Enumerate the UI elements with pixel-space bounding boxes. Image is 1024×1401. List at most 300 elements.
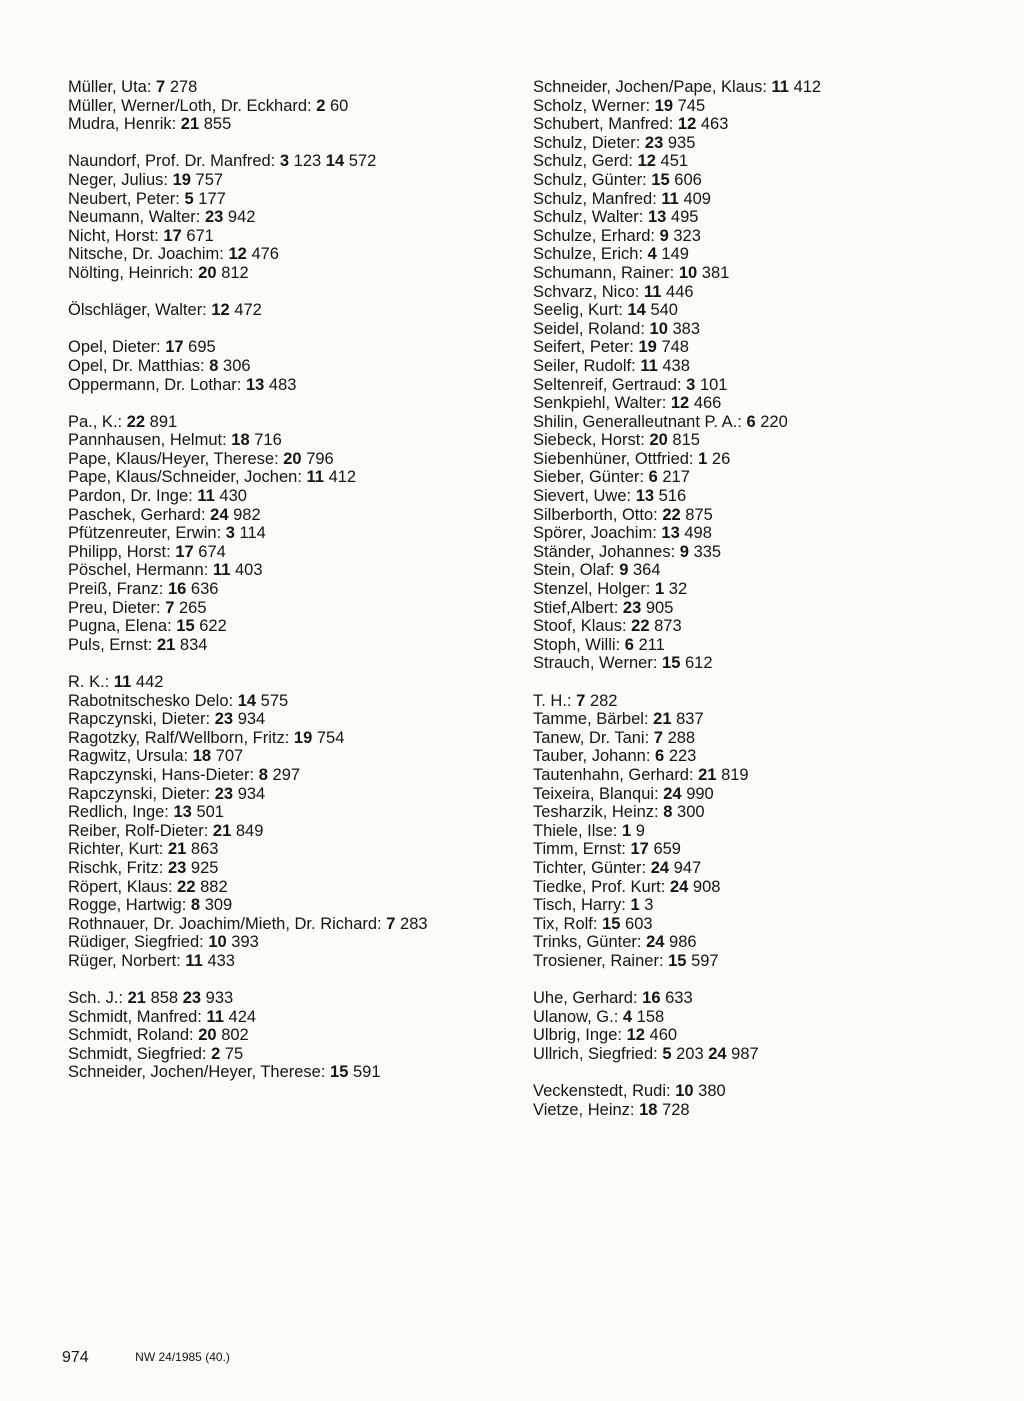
entry-name: T. H.: — [533, 691, 572, 710]
entry-name: Naundorf, Prof. Dr. Manfred: — [68, 152, 276, 171]
index-entry — [533, 357, 953, 376]
index-entry — [533, 692, 953, 711]
index-entry — [533, 431, 953, 450]
issue-number: 4 — [647, 245, 657, 264]
index-entry — [68, 301, 508, 320]
issue-number: 24 — [669, 877, 689, 896]
page-ref: 438 — [662, 356, 690, 375]
index-entry — [533, 320, 953, 339]
entry-name: Ölschläger, Walter: — [68, 301, 207, 320]
entry-name: Schmidt, Roland: — [68, 1026, 194, 1045]
entry-name: Ullrich, Siegfried: — [533, 1044, 658, 1063]
index-entry — [68, 617, 508, 636]
entry-name: Seifert, Peter: — [533, 338, 634, 357]
page-ref: 636 — [190, 580, 219, 599]
entry-name: Schulze, Erhard: — [533, 226, 655, 245]
issue-number: 15 — [662, 654, 681, 673]
index-letter-group — [533, 1082, 953, 1119]
entry-name: Teixeira, Blanqui: — [533, 784, 659, 803]
entry-name: Sievert, Uwe: — [533, 487, 632, 506]
entry-name: Ragwitz, Ursula: — [68, 747, 189, 766]
page-ref: 947 — [673, 858, 702, 877]
entry-name: Nölting, Heinrich: — [68, 263, 194, 282]
page-ref: 875 — [685, 505, 713, 524]
entry-name: Preu, Dieter: — [68, 598, 161, 617]
index-entry — [533, 561, 953, 580]
issue-number: 21 — [156, 635, 176, 654]
index-letter-group — [68, 338, 508, 394]
entry-name: Siebeck, Horst: — [533, 431, 645, 450]
issue-number: 19 — [638, 338, 657, 357]
publication-reference: NW 24/1985 (40.) — [135, 1350, 230, 1364]
index-entry — [533, 543, 953, 562]
index-entry — [68, 413, 508, 432]
issue-number: 11 — [206, 1007, 224, 1026]
entry-name: Schvarz, Nico: — [533, 282, 640, 301]
entry-name: Veckenstedt, Rudi: — [533, 1082, 671, 1101]
page-ref: 612 — [684, 654, 713, 673]
entry-name: Pfützenreuter, Erwin: — [68, 524, 222, 543]
entry-name: Neumann, Walter: — [68, 208, 201, 227]
index-entry — [68, 729, 508, 748]
page-ref: 603 — [625, 914, 653, 933]
page-ref: 819 — [721, 765, 749, 784]
issue-number: 5 — [662, 1044, 672, 1063]
index-entry — [533, 822, 953, 841]
page-ref: 26 — [711, 449, 731, 468]
issue-number: 7 — [386, 914, 396, 933]
entry-name: Tiedke, Prof. Kurt: — [533, 877, 666, 896]
index-entry — [68, 933, 508, 952]
issue-number: 15 — [668, 951, 687, 970]
page-ref: 659 — [653, 840, 681, 859]
page-ref: 278 — [169, 78, 198, 96]
entry-name: Schulz, Dieter: — [533, 133, 641, 152]
page-ref: 283 — [400, 914, 428, 933]
index-entry — [68, 376, 508, 395]
index-entry — [68, 431, 508, 450]
index-entry — [533, 227, 953, 246]
issue-number: 12 — [637, 152, 656, 171]
issue-number: 19 — [172, 170, 191, 189]
issue-number: 14 — [237, 691, 257, 710]
index-entry — [533, 394, 953, 413]
page-ref: 745 — [677, 96, 706, 115]
index-entry — [533, 1082, 953, 1101]
index-entry — [533, 580, 953, 599]
index-letter-group — [68, 78, 508, 134]
entry-name: R. K.: — [68, 673, 110, 691]
index-entry — [68, 599, 508, 618]
index-entry — [533, 78, 953, 97]
issue-number: 6 — [624, 635, 634, 654]
issue-number: 3 — [686, 375, 696, 394]
page-ref: 158 — [636, 1007, 665, 1026]
entry-name: Strauch, Werner: — [533, 654, 658, 673]
index-entry — [533, 1045, 953, 1064]
issue-number: 7 — [653, 728, 663, 747]
entry-name: Oppermann, Dr. Lothar: — [68, 375, 242, 394]
issue-number: 23 — [644, 133, 664, 152]
index-entry — [533, 915, 953, 934]
issue-number: 16 — [167, 580, 187, 599]
entry-name: Schumann, Rainer: — [533, 263, 675, 282]
index-entry — [533, 989, 953, 1008]
entry-name: Mudra, Henrik: — [68, 115, 177, 134]
entry-name: Rapczynski, Dieter: — [68, 784, 211, 803]
index-entry — [533, 747, 953, 766]
entry-name: Tix, Rolf: — [533, 914, 598, 933]
entry-name: Timm, Ernst: — [533, 840, 626, 859]
entry-name: Uhe, Gerhard: — [533, 989, 638, 1008]
issue-number: 21 — [180, 115, 200, 134]
entry-name: Ulanow, G.: — [533, 1007, 619, 1026]
issue-number: 7 — [156, 78, 166, 96]
page-ref: 707 — [215, 747, 244, 766]
issue-number: 21 — [653, 710, 672, 729]
issue-number: 9 — [659, 226, 669, 245]
entry-name: Spörer, Joachim: — [533, 524, 657, 543]
page-ref: 451 — [660, 152, 689, 171]
index-letter-group — [68, 989, 508, 1082]
page-ref: 323 — [673, 226, 701, 245]
issue-number: 10 — [678, 263, 698, 282]
issue-number: 12 — [228, 245, 247, 264]
issue-number: 9 — [679, 542, 689, 561]
issue-number: 13 — [635, 487, 655, 506]
entry-name: Ständer, Johannes: — [533, 542, 676, 561]
page-ref: 882 — [200, 877, 228, 896]
entry-name: Pa., K.: — [68, 412, 123, 431]
index-entry — [68, 1008, 508, 1027]
index-entry — [68, 952, 508, 971]
index-entry — [533, 933, 953, 952]
issue-number: 23 — [204, 208, 224, 227]
page-ref: 288 — [667, 728, 696, 747]
index-entry — [68, 822, 508, 841]
page-ref: 986 — [669, 933, 697, 952]
entry-name: Preiß, Franz: — [68, 580, 164, 599]
entry-name: Rüdiger, Siegfried: — [68, 933, 204, 952]
entry-name: Müller, Uta: — [68, 78, 152, 96]
entry-name: Schmidt, Manfred: — [68, 1007, 202, 1026]
issue-number: 15 — [330, 1063, 349, 1082]
page-ref: 754 — [316, 728, 345, 747]
index-entry — [533, 1026, 953, 1045]
issue-number: 9 — [619, 561, 629, 580]
issue-number: 1 — [698, 449, 708, 468]
index-entry — [533, 468, 953, 487]
entry-name: Trinks, Günter: — [533, 933, 642, 952]
page-ref: 748 — [661, 338, 689, 357]
page-ref: 282 — [589, 691, 618, 710]
index-letter-group — [533, 78, 953, 673]
entry-name: Tisch, Harry: — [533, 896, 626, 915]
index-entry — [533, 134, 953, 153]
page-ref: 834 — [179, 635, 208, 654]
issue-number: 11 — [640, 356, 658, 375]
entry-name: Pape, Klaus/Schneider, Jochen: — [68, 468, 302, 487]
issue-number: 11 — [643, 282, 662, 301]
entry-name: Stein, Olaf: — [533, 561, 615, 580]
page-ref: 606 — [674, 170, 702, 189]
page-ref: 446 — [666, 282, 694, 301]
issue-number: 8 — [209, 356, 219, 375]
issue-number: 23 — [167, 858, 187, 877]
entry-name: Nicht, Horst: — [68, 226, 159, 245]
page-ref: 925 — [190, 858, 219, 877]
issue-number: 11 — [306, 468, 324, 487]
issue-number: 19 — [654, 96, 674, 115]
page-ref: 849 — [235, 821, 264, 840]
issue-number: 5 — [184, 189, 194, 208]
issue-number: 13 — [647, 208, 667, 227]
entry-name: Vietze, Heinz: — [533, 1100, 635, 1119]
entry-name: Schulz, Günter: — [533, 170, 647, 189]
page-ref: 472 — [234, 301, 262, 320]
page-ref: 905 — [645, 598, 674, 617]
index-letter-group — [533, 989, 953, 1063]
page-footer — [62, 1349, 230, 1367]
index-entry — [533, 152, 953, 171]
page-ref: 412 — [793, 78, 822, 96]
issue-number: 12 — [670, 394, 690, 413]
page-ref: 177 — [198, 189, 226, 208]
index-entry — [68, 506, 508, 525]
index-entry — [68, 915, 508, 934]
issue-number: 18 — [231, 431, 250, 450]
issue-number: 22 — [126, 412, 146, 431]
page-ref: 380 — [698, 1082, 726, 1101]
index-entry — [533, 878, 953, 897]
entry-name: Pöschel, Hermann: — [68, 561, 209, 580]
index-entry — [68, 878, 508, 897]
page-ref: 149 — [661, 245, 689, 264]
entry-name: Opel, Dr. Matthias: — [68, 356, 205, 375]
index-entry — [68, 859, 508, 878]
entry-name: Rothnauer, Dr. Joachim/Mieth, Dr. Richard: — [68, 914, 382, 933]
issue-number: 15 — [602, 914, 621, 933]
issue-number: 20 — [198, 263, 217, 282]
entry-name: Shilin, Generalleutnant P. A.: — [533, 412, 742, 431]
page-ref: 217 — [662, 468, 690, 487]
entry-name: Müller, Werner/Loth, Dr. Eckhard: — [68, 96, 312, 115]
issue-number: 22 — [177, 877, 196, 896]
entry-name: Neubert, Peter: — [68, 189, 180, 208]
page-ref: 364 — [633, 561, 661, 580]
index-entry — [68, 190, 508, 209]
entry-name: Siebenhüner, Ottfried: — [533, 449, 694, 468]
issue-number: 12 — [677, 115, 697, 134]
index-entry — [533, 710, 953, 729]
page-ref: 716 — [254, 431, 282, 450]
issue-number: 24 — [650, 858, 670, 877]
page-ref: 855 — [203, 115, 232, 134]
issue-number: 11 — [661, 189, 679, 208]
issue-number: 12 — [626, 1026, 645, 1045]
page-ref: 695 — [188, 338, 216, 357]
page-ref: 858 — [150, 989, 179, 1008]
entry-name: Röpert, Klaus: — [68, 877, 173, 896]
index-entry — [68, 1063, 508, 1082]
page-ref: 393 — [231, 933, 259, 952]
issue-number: 8 — [258, 765, 268, 784]
index-entry — [68, 1026, 508, 1045]
page-ref: 101 — [699, 375, 728, 394]
index-entry — [533, 859, 953, 878]
entry-name: Pugna, Elena: — [68, 617, 172, 636]
entry-name: Schmidt, Siegfried: — [68, 1044, 207, 1063]
issue-number: 17 — [163, 226, 182, 245]
index-entry — [68, 710, 508, 729]
index-entry — [533, 450, 953, 469]
page-ref: 891 — [149, 412, 178, 431]
index-entry — [68, 171, 508, 190]
page-ref: 265 — [179, 598, 207, 617]
page-ref: 3 — [644, 896, 654, 915]
index-entry — [533, 338, 953, 357]
page-ref: 622 — [199, 617, 227, 636]
entry-name: Pape, Klaus/Heyer, Therese: — [68, 449, 279, 468]
page-ref: 60 — [330, 96, 349, 115]
page-ref: 863 — [190, 840, 219, 859]
page-ref: 335 — [693, 542, 722, 561]
index-entry — [533, 729, 953, 748]
issue-number: 11 — [771, 78, 789, 96]
issue-number: 19 — [293, 728, 313, 747]
issue-number: 8 — [190, 896, 201, 915]
index-entry — [533, 1101, 953, 1120]
page-ref: 575 — [260, 691, 289, 710]
page-ref: 942 — [227, 208, 256, 227]
entry-name: Schulz, Walter: — [533, 208, 644, 227]
page-ref: 728 — [662, 1100, 690, 1119]
index-entry — [68, 840, 508, 859]
page-ref: 633 — [665, 989, 693, 1008]
entry-name: Schulz, Gerd: — [533, 152, 633, 171]
issue-number: 10 — [649, 319, 668, 338]
index-entry — [533, 376, 953, 395]
index-entry — [533, 952, 953, 971]
issue-number: 22 — [631, 617, 650, 636]
entry-name: Puls, Ernst: — [68, 635, 153, 654]
issue-number: 24 — [210, 505, 229, 524]
page-ref: 412 — [328, 468, 357, 487]
page-ref: 990 — [686, 784, 714, 803]
entry-name: Seiler, Rudolf: — [533, 356, 636, 375]
entry-name: Stenzel, Holger: — [533, 580, 651, 599]
page-ref: 572 — [348, 152, 377, 171]
page-ref: 483 — [268, 375, 297, 394]
index-entry — [68, 115, 508, 134]
index-entry — [68, 1045, 508, 1064]
page-ref: 540 — [650, 301, 678, 320]
page-ref: 935 — [667, 133, 696, 152]
page-ref: 466 — [693, 394, 722, 413]
page-ref: 908 — [692, 877, 721, 896]
issue-number: 18 — [192, 747, 212, 766]
index-column-left — [68, 78, 508, 1101]
issue-number: 6 — [655, 747, 665, 766]
issue-number: 11 — [212, 561, 231, 580]
issue-number: 7 — [165, 598, 175, 617]
issue-number: 3 — [279, 152, 290, 171]
entry-name: Trosiener, Rainer: — [533, 951, 664, 970]
issue-number: 16 — [642, 989, 661, 1008]
page-ref: 498 — [684, 524, 712, 543]
index-entry — [533, 636, 953, 655]
entry-name: Pardon, Dr. Inge: — [68, 487, 193, 506]
index-entry — [533, 524, 953, 543]
entry-name: Reiber, Rolf-Dieter: — [68, 821, 209, 840]
issue-number: 23 — [214, 784, 234, 803]
entry-name: Schulze, Erich: — [533, 245, 644, 264]
page-ref: 430 — [219, 487, 247, 506]
page-ref: 495 — [670, 208, 699, 227]
issue-number: 7 — [576, 691, 586, 710]
index-entry — [533, 264, 953, 283]
issue-number: 20 — [283, 449, 302, 468]
page-ref: 460 — [649, 1026, 678, 1045]
entry-name: Opel, Dieter: — [68, 338, 161, 357]
issue-number: 18 — [639, 1100, 658, 1119]
page-ref: 501 — [196, 803, 224, 822]
index-entry — [68, 673, 508, 692]
issue-number: 13 — [245, 375, 265, 394]
index-entry — [68, 561, 508, 580]
entry-name: Schneider, Jochen/Pape, Klaus: — [533, 78, 767, 96]
issue-number: 14 — [627, 301, 646, 320]
issue-number: 21 — [698, 765, 717, 784]
issue-number: 11 — [113, 673, 132, 691]
index-letter-group — [533, 692, 953, 971]
issue-number: 22 — [662, 505, 681, 524]
page-ref: 934 — [237, 710, 266, 729]
page-ref: 409 — [683, 189, 711, 208]
issue-number: 10 — [208, 933, 227, 952]
entry-name: Seidel, Roland: — [533, 319, 645, 338]
page-ref: 671 — [186, 226, 214, 245]
page-ref: 802 — [221, 1026, 249, 1045]
page-ref: 433 — [207, 951, 235, 970]
index-entry — [68, 747, 508, 766]
entry-name: Schneider, Jochen/Heyer, Therese: — [68, 1063, 326, 1082]
issue-number: 21 — [212, 821, 232, 840]
page-ref: 934 — [237, 784, 266, 803]
index-letter-group — [68, 673, 508, 971]
issue-number: 13 — [173, 803, 192, 822]
page-ref: 933 — [205, 989, 234, 1008]
page-ref: 463 — [700, 115, 729, 134]
entry-name: Rapczynski, Hans-Dieter: — [68, 765, 255, 784]
index-entry — [533, 245, 953, 264]
page-ref: 383 — [672, 319, 700, 338]
entry-name: Sieber, Günter: — [533, 468, 644, 487]
index-entry — [533, 599, 953, 618]
issue-number: 24 — [708, 1044, 727, 1063]
issue-number: 11 — [197, 487, 215, 506]
index-entry — [533, 840, 953, 859]
entry-name: Tanew, Dr. Tani: — [533, 728, 650, 747]
issue-number: 8 — [663, 803, 673, 822]
issue-number: 6 — [648, 468, 658, 487]
page-ref: 223 — [668, 747, 697, 766]
entry-name: Philipp, Horst: — [68, 542, 171, 561]
issue-number: 1 — [630, 896, 640, 915]
entry-name: Redlich, Inge: — [68, 803, 169, 822]
entry-name: Tesharzik, Heinz: — [533, 803, 659, 822]
page-ref: 982 — [233, 505, 261, 524]
